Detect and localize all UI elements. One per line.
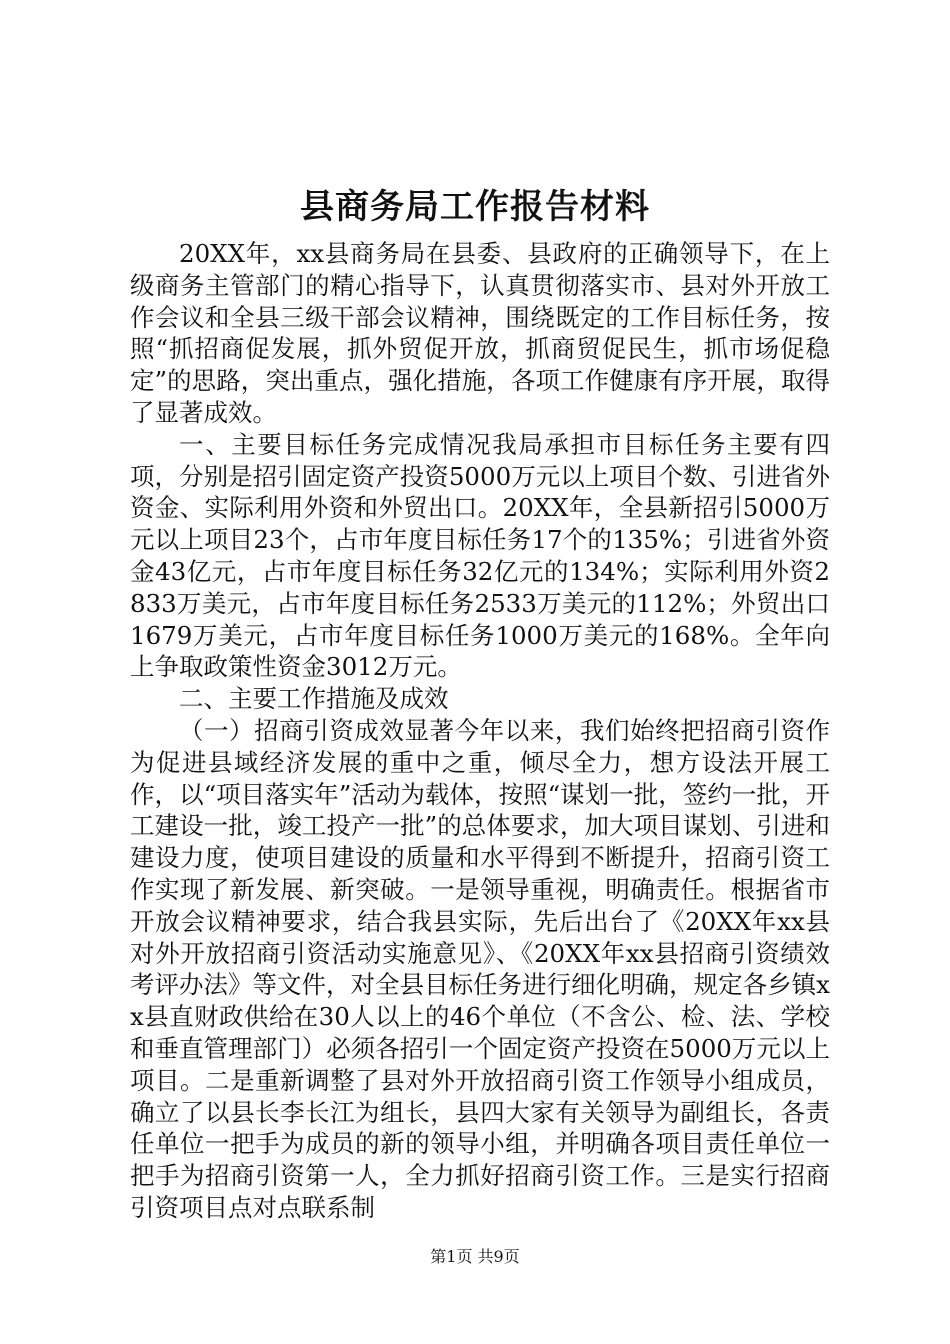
- paragraph-investment: （一）招商引资成效显著今年以来，我们始终把招商引资作为促进县域经济发展的重中之重，倾尽全力，想方设法开展工作，以“项目落实年”活动为载体，按照“谋划一批，签约一批，开工建设一批，竣工投产一批”的总体要求，加大项目谋划、引进和建设力度，使项目建设的质量和水平得到不断提升，招商引资工作实现了新发展、新突破。一是领导重视，明确责任。根据省市开放会议精神要求，结合我县实际，先后出台了《20XX年xx县对外开放招商引资活动实施意见》、《20XX年xx县招商引资绩效考评办法》等文件，对全县目标任务进行细化明确，规定各乡镇xx县直财政供给在30人以上的46个单位（不含公、检、法、学校和垂直管理部门）必须各招引一个固定资产投资在5000万元以上项目。二是重新调整了县对外开放招商引资工作领导小组成员，确立了以县长李长江为组长，县四大家有关领导为副组长，各责任单位一把手为成员的新的领导小组，并明确各项目责任单位一把手为招商引资第一人，全力抓好招商引资工作。三是实行招商引资项目点对点联系制: [130, 715, 830, 1222]
- paragraph-targets: 一、主要目标任务完成情况我局承担市目标任务主要有四项，分别是招引固定资产投资5000万元以上项目个数、引进省外资金、实际利用外资和外贸出口。20XX年，全县新招引5000万元以上项目23个，占市年度目标任务17个的135%；引进省外资金43亿元，占市年度目标任务32亿元的134%；实际利用外资2833万美元，占市年度目标任务2533万美元的112%；外贸出口1679万美元，占市年度目标任务1000万美元的168%。全年向上争取政策性资金3012万元。: [130, 429, 830, 682]
- section-heading-measures: 二、主要工作措施及成效: [179, 684, 449, 714]
- document-title: 县商务局工作报告材料: [300, 187, 650, 227]
- page-footer: 第1页 共9页: [430, 1247, 520, 1266]
- document-body: [130, 238, 830, 1224]
- paragraph-intro: 20XX年，xx县商务局在县委、县政府的正确领导下，在上级商务主管部门的精心指导下，认真贯彻落实市、县对外开放工作会议和全县三级干部会议精神，围绕既定的工作目标任务，按照“抓招商促发展，抓外贸促开放，抓商贸促民生，抓市场促稳定”的思路，突出重点，强化措施，各项工作健康有序开展，取得了显著成效。: [130, 239, 830, 427]
